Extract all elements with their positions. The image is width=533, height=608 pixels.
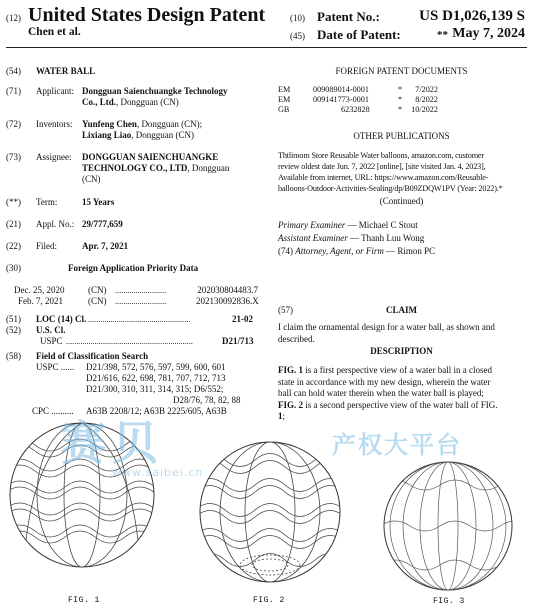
fpd-date: 8/2022 bbox=[415, 95, 438, 104]
code-30: (30) bbox=[6, 263, 21, 273]
applicant-label: Applicant: bbox=[36, 86, 74, 96]
uspc-dots: .............................................................. bbox=[66, 337, 193, 346]
inventor-1-name: Yunfeng Chen bbox=[82, 119, 137, 129]
other-publications-title: OTHER PUBLICATIONS bbox=[353, 131, 450, 141]
attorney bbox=[278, 246, 435, 258]
assignee-name-2: TECHNOLOGY CO., LTD bbox=[82, 163, 188, 173]
primary-examiner bbox=[278, 220, 418, 232]
fpd-number: 009089014-0001 bbox=[313, 85, 369, 94]
inventors-short: Chen et al. bbox=[28, 26, 81, 38]
uspc-label: USPC bbox=[40, 336, 63, 346]
description-fragment: ball can hold water therein when the water ball is played; bbox=[278, 388, 484, 398]
cpc-label: CPC .......... bbox=[32, 406, 74, 416]
patent-date: May 7, 2024 bbox=[452, 26, 525, 41]
patent-number: US D1,026,139 S bbox=[419, 8, 525, 24]
description-line bbox=[278, 400, 497, 412]
patent-no-label: Patent No.: bbox=[317, 9, 380, 24]
assistant-examiner bbox=[278, 233, 424, 245]
primary-examiner-name: — Michael C Stout bbox=[347, 220, 418, 230]
code-52: (52) bbox=[6, 325, 21, 335]
claim-line: I claim the ornamental design for a water ball, as shown and bbox=[278, 322, 495, 332]
cpc-line: A63B 2208/12; A63B 2225/605, A63B bbox=[86, 406, 227, 416]
appl-no-value: 29/777,659 bbox=[82, 219, 123, 229]
inventors-label: Inventors: bbox=[36, 119, 73, 129]
applicant-suffix: Co., Ltd. bbox=[82, 97, 117, 107]
priority-title: Foreign Application Priority Data bbox=[68, 263, 199, 273]
code-45: (45) bbox=[290, 31, 305, 41]
watermark-url: www.saibei.cn bbox=[112, 466, 204, 479]
code-74: (74) bbox=[278, 246, 293, 256]
description-line bbox=[278, 388, 497, 400]
code-12: (12) bbox=[6, 13, 21, 23]
assignee-label: Assignee: bbox=[36, 152, 72, 162]
inventor-2 bbox=[82, 130, 194, 142]
priority-number: 202030804483.7 bbox=[197, 285, 258, 295]
priority-date: Dec. 25, 2020 bbox=[14, 285, 65, 295]
code-71: (71) bbox=[6, 86, 21, 96]
fpd-number: 6232828 bbox=[341, 105, 370, 114]
claim-text bbox=[278, 322, 495, 345]
fpd-country: EM bbox=[278, 85, 291, 94]
assignee-line2 bbox=[82, 163, 229, 175]
code-51: (51) bbox=[6, 314, 21, 324]
fig-ref: FIG. 1 bbox=[278, 365, 304, 375]
publication-line: Thtlimom Store Reusable Water balloons, amazon.com, customer bbox=[278, 151, 484, 160]
priority-dots: ......................... bbox=[115, 297, 167, 306]
fpd-star: * bbox=[398, 85, 403, 94]
loc-value: 21-02 bbox=[232, 314, 253, 324]
code-58: (58) bbox=[6, 351, 21, 361]
inventor-1 bbox=[82, 119, 202, 131]
date-label: Date of Patent: bbox=[317, 27, 401, 42]
loc-dots: .................................................. bbox=[88, 315, 191, 324]
field-search-label: Field of Classification Search bbox=[36, 351, 149, 361]
description-line bbox=[278, 377, 497, 389]
priority-row bbox=[18, 296, 63, 308]
applicant-name: Dongguan Saienchuangke Technology bbox=[82, 86, 228, 96]
assignee-country: (CN) bbox=[82, 174, 101, 184]
figure-2-drawing bbox=[195, 442, 345, 582]
code-57: (57) bbox=[278, 305, 293, 315]
applicant-city: , Dongguan (CN) bbox=[116, 97, 179, 107]
publication-line: review oldest date Jun. 7, 2022 [online], [site visited Jan. 4, 2023], bbox=[278, 162, 486, 171]
priority-row bbox=[14, 285, 65, 297]
assistant-examiner-label: Assistant Examiner bbox=[278, 233, 348, 243]
figure-3-drawing bbox=[380, 462, 530, 590]
loc-label: LOC (14) Cl. bbox=[36, 314, 87, 324]
us-cl-label: U.S. Cl. bbox=[36, 325, 66, 335]
description-title: DESCRIPTION bbox=[370, 346, 433, 356]
applicant-line2 bbox=[82, 97, 179, 109]
fpd-date: 10/2022 bbox=[411, 105, 438, 114]
inventor-1-city: , Dongguan (CN); bbox=[136, 119, 203, 129]
primary-examiner-label: Primary Examiner bbox=[278, 220, 346, 230]
fig-ref: FIG. 2 bbox=[278, 399, 304, 410]
code-21: (21) bbox=[6, 219, 21, 229]
field-uspc-line: D21/616, 622, 698, 781, 707, 712, 713 bbox=[86, 373, 226, 383]
fpd-star: * bbox=[398, 105, 403, 114]
assignee-name: DONGGUAN SAIENCHUANGKE bbox=[82, 152, 219, 162]
term-value: 15 Years bbox=[82, 197, 115, 207]
term-label: Term: bbox=[36, 197, 58, 207]
figure-1-label: FIG. 1 bbox=[68, 596, 100, 605]
priority-date: Feb. 7, 2021 bbox=[18, 296, 63, 306]
description-text bbox=[278, 365, 497, 423]
filed-label: Filed: bbox=[36, 241, 58, 251]
fpd-country: GB bbox=[278, 105, 290, 114]
publication-line: Available from internet, URL: https://www.amazon.com/Reusable- bbox=[278, 173, 489, 182]
foreign-docs-title: FOREIGN PATENT DOCUMENTS bbox=[335, 66, 468, 76]
figure-2-label: FIG. 2 bbox=[253, 596, 285, 605]
priority-dots: ......................... bbox=[115, 286, 167, 295]
inventor-2-name: Lixiang Liao bbox=[82, 130, 132, 140]
header-rule bbox=[6, 47, 527, 48]
figure-3-label: FIG. 3 bbox=[433, 597, 465, 606]
field-uspc-label: USPC ...... bbox=[36, 362, 75, 372]
claim-line: described. bbox=[278, 333, 315, 344]
document-title: United States Design Patent bbox=[28, 4, 266, 26]
appl-no-label: Appl. No.: bbox=[36, 219, 75, 229]
assistant-examiner-name: — Thanh Luu Wong bbox=[350, 233, 425, 243]
priority-country: (CN) bbox=[88, 285, 107, 295]
publication-text bbox=[278, 150, 528, 194]
description-line bbox=[278, 365, 497, 377]
fpd-country: EM bbox=[278, 95, 291, 104]
watermark-slogan: 产权大平台 bbox=[332, 431, 462, 459]
fpd-star: * bbox=[398, 95, 403, 104]
claim-title: CLAIM bbox=[386, 305, 417, 315]
priority-number: 202130092836.X bbox=[196, 296, 259, 306]
code-22: (22) bbox=[6, 241, 21, 251]
field-uspc-line: D21/300, 310, 311, 314, 315; D6/552; bbox=[86, 384, 224, 394]
field-uspc-line: D21/398, 572, 576, 597, 599, 600, 601 bbox=[86, 362, 226, 372]
code-10: (10) bbox=[290, 13, 305, 23]
attorney-label: Attorney, Agent, or Firm bbox=[295, 246, 384, 256]
description-fragment: state in accordance with my new design, wherein the water bbox=[278, 376, 491, 387]
code-54: (54) bbox=[6, 66, 21, 76]
fig-ref: 1 bbox=[278, 411, 283, 421]
assignee-city: , Dongguan bbox=[187, 163, 230, 173]
date-stars: ** bbox=[437, 29, 448, 41]
watermark-logo: 赛贝 bbox=[60, 416, 164, 470]
inventor-2-city: , Dongguan (CN) bbox=[131, 130, 195, 140]
description-fragment: is a first perspective view of a water ball in a closed bbox=[303, 365, 492, 375]
uspc-value: D21/713 bbox=[222, 336, 254, 346]
field-uspc-line: D28/76, 78, 82, 88 bbox=[173, 395, 241, 405]
code-73: (73) bbox=[6, 152, 21, 162]
code-term: (**) bbox=[6, 197, 21, 207]
fpd-date: 7/2022 bbox=[415, 85, 438, 94]
description-fragment: ; bbox=[282, 411, 286, 421]
design-title: WATER BALL bbox=[36, 66, 96, 76]
description-fragment: is a second perspective view of the water ball of FIG. bbox=[303, 399, 498, 410]
filed-value: Apr. 7, 2021 bbox=[82, 241, 129, 251]
priority-country: (CN) bbox=[88, 296, 107, 306]
publication-line: balloons-Outdoor-Activities-Sealing/dp/B09ZDQW1PV (Year: 2022).* bbox=[278, 184, 503, 193]
attorney-name: — Rimon PC bbox=[386, 246, 436, 256]
fpd-number: 009141773-0001 bbox=[313, 95, 369, 104]
continued-label: (Continued) bbox=[379, 196, 424, 206]
code-72: (72) bbox=[6, 119, 21, 129]
